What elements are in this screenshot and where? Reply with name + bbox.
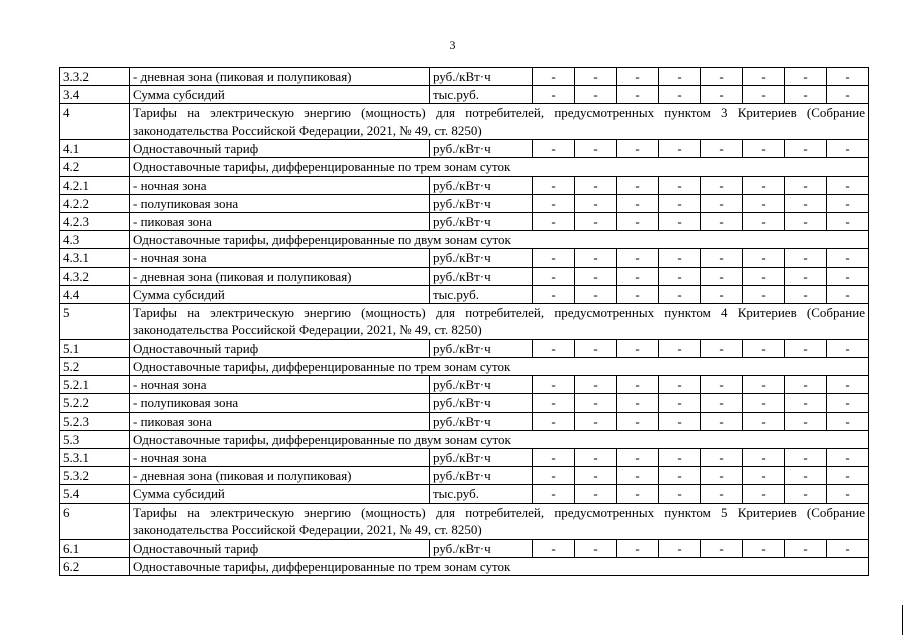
value-cell: - xyxy=(827,285,869,303)
row-number: 4.3 xyxy=(60,231,130,249)
section-row xyxy=(60,304,869,340)
row-unit: руб./кВт·ч xyxy=(430,68,533,86)
row-number: 5.1 xyxy=(60,339,130,357)
value-cell: - xyxy=(617,213,659,231)
value-cell: - xyxy=(827,376,869,394)
value-cell: - xyxy=(701,449,743,467)
value-cell: - xyxy=(743,194,785,212)
value-cell: - xyxy=(533,394,575,412)
value-cell: - xyxy=(701,249,743,267)
value-cell: - xyxy=(827,449,869,467)
row-unit: руб./кВт·ч xyxy=(430,394,533,412)
row-number: 5.2.3 xyxy=(60,412,130,430)
value-cell: - xyxy=(575,267,617,285)
row-number: 5.3 xyxy=(60,430,130,448)
value-cell: - xyxy=(743,213,785,231)
value-cell: - xyxy=(743,249,785,267)
value-cell: - xyxy=(827,394,869,412)
value-cell: - xyxy=(827,249,869,267)
row-name: - полупиковая зона xyxy=(130,194,430,212)
value-cell: - xyxy=(827,267,869,285)
row-name: - пиковая зона xyxy=(130,213,430,231)
subheading-title: Одноставочные тарифы, дифференцированные по двум зонам суток xyxy=(130,231,869,249)
value-cell: - xyxy=(785,394,827,412)
subheading-title: Одноставочные тарифы, дифференцированные по трем зонам суток xyxy=(130,358,869,376)
value-cell: - xyxy=(659,249,701,267)
value-cell: - xyxy=(743,285,785,303)
row-unit: тыс.руб. xyxy=(430,86,533,104)
value-cell: - xyxy=(575,539,617,557)
value-cell: - xyxy=(659,213,701,231)
value-cell: - xyxy=(617,285,659,303)
value-cell: - xyxy=(575,467,617,485)
value-cell: - xyxy=(659,285,701,303)
table-row xyxy=(60,249,869,267)
value-cell: - xyxy=(533,467,575,485)
row-unit: тыс.руб. xyxy=(430,285,533,303)
value-cell: - xyxy=(659,394,701,412)
row-unit: руб./кВт·ч xyxy=(430,467,533,485)
value-cell: - xyxy=(827,194,869,212)
section-title: Тарифы на электрическую энергию (мощность) для потребителей, предусмотренных пунктом 4 Критериев (Собрание законодательства Российской Федерации, 2021, № 49, ст. 8250) xyxy=(130,304,869,340)
row-name: Одноставочный тариф xyxy=(130,339,430,357)
subheading-row xyxy=(60,430,869,448)
table-row xyxy=(60,194,869,212)
value-cell: - xyxy=(743,339,785,357)
value-cell: - xyxy=(785,267,827,285)
row-number: 5.3.2 xyxy=(60,467,130,485)
row-unit: руб./кВт·ч xyxy=(430,376,533,394)
value-cell: - xyxy=(617,68,659,86)
table-row xyxy=(60,412,869,430)
value-cell: - xyxy=(617,467,659,485)
value-cell: - xyxy=(659,376,701,394)
row-unit: руб./кВт·ч xyxy=(430,249,533,267)
row-name: Сумма субсидий xyxy=(130,285,430,303)
value-cell: - xyxy=(533,140,575,158)
section-row xyxy=(60,503,869,539)
value-cell: - xyxy=(659,539,701,557)
subheading-title: Одноставочные тарифы, дифференцированные по двум зонам суток xyxy=(130,430,869,448)
value-cell: - xyxy=(743,267,785,285)
row-number: 4.3.2 xyxy=(60,267,130,285)
value-cell: - xyxy=(827,176,869,194)
value-cell: - xyxy=(701,467,743,485)
row-number: 4.2.2 xyxy=(60,194,130,212)
row-name: - дневная зона (пиковая и полупиковая) xyxy=(130,467,430,485)
value-cell: - xyxy=(743,394,785,412)
value-cell: - xyxy=(743,539,785,557)
table-row xyxy=(60,485,869,503)
value-cell: - xyxy=(533,485,575,503)
value-cell: - xyxy=(743,140,785,158)
value-cell: - xyxy=(701,539,743,557)
value-cell: - xyxy=(575,485,617,503)
value-cell: - xyxy=(827,539,869,557)
value-cell: - xyxy=(701,412,743,430)
value-cell: - xyxy=(617,394,659,412)
value-cell: - xyxy=(785,249,827,267)
row-number: 4.4 xyxy=(60,285,130,303)
value-cell: - xyxy=(533,285,575,303)
value-cell: - xyxy=(533,449,575,467)
row-name: - пиковая зона xyxy=(130,412,430,430)
value-cell: - xyxy=(617,140,659,158)
value-cell: - xyxy=(617,86,659,104)
value-cell: - xyxy=(827,412,869,430)
value-cell: - xyxy=(743,449,785,467)
row-unit: тыс.руб. xyxy=(430,485,533,503)
value-cell: - xyxy=(785,412,827,430)
table-row xyxy=(60,339,869,357)
value-cell: - xyxy=(575,285,617,303)
value-cell: - xyxy=(575,68,617,86)
value-cell: - xyxy=(785,467,827,485)
value-cell: - xyxy=(701,285,743,303)
value-cell: - xyxy=(533,68,575,86)
table-row xyxy=(60,449,869,467)
value-cell: - xyxy=(785,213,827,231)
value-cell: - xyxy=(701,176,743,194)
value-cell: - xyxy=(785,68,827,86)
row-number: 4.3.1 xyxy=(60,249,130,267)
value-cell: - xyxy=(659,449,701,467)
value-cell: - xyxy=(785,194,827,212)
table-row xyxy=(60,394,869,412)
value-cell: - xyxy=(575,249,617,267)
value-cell: - xyxy=(659,412,701,430)
value-cell: - xyxy=(659,176,701,194)
table-row xyxy=(60,68,869,86)
value-cell: - xyxy=(827,467,869,485)
subheading-title: Одноставочные тарифы, дифференцированные по трем зонам суток xyxy=(130,557,869,575)
value-cell: - xyxy=(533,539,575,557)
row-number: 4.2.1 xyxy=(60,176,130,194)
value-cell: - xyxy=(617,376,659,394)
page-number: 3 xyxy=(449,38,456,52)
table-row xyxy=(60,140,869,158)
value-cell: - xyxy=(617,267,659,285)
value-cell: - xyxy=(743,412,785,430)
value-cell: - xyxy=(827,86,869,104)
row-name: - дневная зона (пиковая и полупиковая) xyxy=(130,68,430,86)
row-number: 4 xyxy=(60,104,130,140)
value-cell: - xyxy=(701,68,743,86)
row-number: 6.1 xyxy=(60,539,130,557)
value-cell: - xyxy=(533,194,575,212)
row-unit: руб./кВт·ч xyxy=(430,412,533,430)
row-number: 4.2 xyxy=(60,158,130,176)
value-cell: - xyxy=(659,267,701,285)
value-cell: - xyxy=(701,140,743,158)
row-name: - дневная зона (пиковая и полупиковая) xyxy=(130,267,430,285)
subheading-row xyxy=(60,158,869,176)
value-cell: - xyxy=(785,86,827,104)
row-number: 6 xyxy=(60,503,130,539)
row-unit: руб./кВт·ч xyxy=(430,267,533,285)
section-title: Тарифы на электрическую энергию (мощность) для потребителей, предусмотренных пунктом 3 Критериев (Собрание законодательства Российской Федерации, 2021, № 49, ст. 8250) xyxy=(130,104,869,140)
table-row xyxy=(60,267,869,285)
value-cell: - xyxy=(533,213,575,231)
value-cell: - xyxy=(743,68,785,86)
value-cell: - xyxy=(575,194,617,212)
value-cell: - xyxy=(659,86,701,104)
value-cell: - xyxy=(575,394,617,412)
row-name: - ночная зона xyxy=(130,449,430,467)
value-cell: - xyxy=(701,485,743,503)
row-unit: руб./кВт·ч xyxy=(430,539,533,557)
value-cell: - xyxy=(617,176,659,194)
row-name: Одноставочный тариф xyxy=(130,140,430,158)
row-number: 5.2.2 xyxy=(60,394,130,412)
row-name: Сумма субсидий xyxy=(130,86,430,104)
row-unit: руб./кВт·ч xyxy=(430,140,533,158)
table-row xyxy=(60,376,869,394)
row-name: - ночная зона xyxy=(130,249,430,267)
tariffs-table xyxy=(59,67,869,576)
subheading-row xyxy=(60,231,869,249)
row-unit: руб./кВт·ч xyxy=(430,339,533,357)
value-cell: - xyxy=(617,339,659,357)
value-cell: - xyxy=(743,376,785,394)
value-cell: - xyxy=(701,86,743,104)
value-cell: - xyxy=(659,339,701,357)
table-row xyxy=(60,86,869,104)
table-row xyxy=(60,176,869,194)
value-cell: - xyxy=(827,213,869,231)
value-cell: - xyxy=(617,485,659,503)
row-unit: руб./кВт·ч xyxy=(430,194,533,212)
value-cell: - xyxy=(617,249,659,267)
row-number: 3.3.2 xyxy=(60,68,130,86)
row-number: 5.2.1 xyxy=(60,376,130,394)
value-cell: - xyxy=(575,449,617,467)
row-number: 4.2.3 xyxy=(60,213,130,231)
subheading-row xyxy=(60,358,869,376)
value-cell: - xyxy=(575,140,617,158)
value-cell: - xyxy=(827,140,869,158)
value-cell: - xyxy=(701,394,743,412)
row-number: 5.4 xyxy=(60,485,130,503)
row-unit: руб./кВт·ч xyxy=(430,213,533,231)
table-body xyxy=(60,68,869,576)
value-cell: - xyxy=(827,68,869,86)
table-row xyxy=(60,285,869,303)
row-number: 6.2 xyxy=(60,557,130,575)
value-cell: - xyxy=(785,449,827,467)
row-number: 4.1 xyxy=(60,140,130,158)
value-cell: - xyxy=(533,339,575,357)
row-number: 5 xyxy=(60,304,130,340)
row-name: - полупиковая зона xyxy=(130,394,430,412)
value-cell: - xyxy=(575,213,617,231)
value-cell: - xyxy=(659,68,701,86)
value-cell: - xyxy=(785,140,827,158)
value-cell: - xyxy=(575,86,617,104)
value-cell: - xyxy=(785,176,827,194)
row-name: - ночная зона xyxy=(130,376,430,394)
value-cell: - xyxy=(743,176,785,194)
value-cell: - xyxy=(533,176,575,194)
row-number: 5.2 xyxy=(60,358,130,376)
value-cell: - xyxy=(785,339,827,357)
value-cell: - xyxy=(659,485,701,503)
table-row xyxy=(60,539,869,557)
value-cell: - xyxy=(701,213,743,231)
row-unit: руб./кВт·ч xyxy=(430,176,533,194)
value-cell: - xyxy=(575,339,617,357)
row-number: 3.4 xyxy=(60,86,130,104)
value-cell: - xyxy=(659,467,701,485)
value-cell: - xyxy=(701,267,743,285)
page-edge-line xyxy=(902,605,903,635)
value-cell: - xyxy=(617,449,659,467)
value-cell: - xyxy=(785,376,827,394)
value-cell: - xyxy=(701,194,743,212)
row-name: Сумма субсидий xyxy=(130,485,430,503)
value-cell: - xyxy=(533,376,575,394)
row-name: - ночная зона xyxy=(130,176,430,194)
value-cell: - xyxy=(617,412,659,430)
value-cell: - xyxy=(701,376,743,394)
value-cell: - xyxy=(575,176,617,194)
value-cell: - xyxy=(785,485,827,503)
table-row xyxy=(60,213,869,231)
value-cell: - xyxy=(575,376,617,394)
value-cell: - xyxy=(533,267,575,285)
section-row xyxy=(60,104,869,140)
table-row xyxy=(60,467,869,485)
value-cell: - xyxy=(743,467,785,485)
section-title: Тарифы на электрическую энергию (мощность) для потребителей, предусмотренных пунктом 5 Критериев (Собрание законодательства Российской Федерации, 2021, № 49, ст. 8250) xyxy=(130,503,869,539)
row-number: 5.3.1 xyxy=(60,449,130,467)
value-cell: - xyxy=(659,140,701,158)
value-cell: - xyxy=(743,86,785,104)
value-cell: - xyxy=(575,412,617,430)
row-name: Одноставочный тариф xyxy=(130,539,430,557)
value-cell: - xyxy=(659,194,701,212)
value-cell: - xyxy=(533,86,575,104)
value-cell: - xyxy=(533,412,575,430)
value-cell: - xyxy=(743,485,785,503)
value-cell: - xyxy=(701,339,743,357)
value-cell: - xyxy=(617,194,659,212)
value-cell: - xyxy=(827,485,869,503)
value-cell: - xyxy=(617,539,659,557)
subheading-row xyxy=(60,557,869,575)
value-cell: - xyxy=(785,285,827,303)
subheading-title: Одноставочные тарифы, дифференцированные по трем зонам суток xyxy=(130,158,869,176)
value-cell: - xyxy=(827,339,869,357)
value-cell: - xyxy=(785,539,827,557)
value-cell: - xyxy=(533,249,575,267)
row-unit: руб./кВт·ч xyxy=(430,449,533,467)
